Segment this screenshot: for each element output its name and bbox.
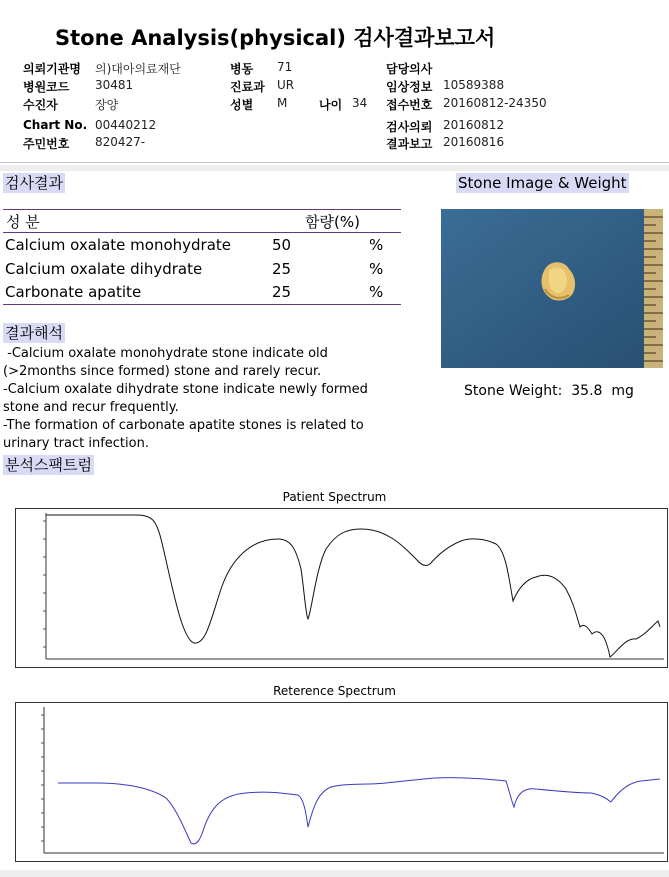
patient-name-label: 수진자 — [23, 98, 58, 112]
resident-no-value: 820427- — [95, 135, 146, 149]
result-name: Carbonate apatite — [5, 283, 142, 301]
patient-spectrum-title: Patient Spectrum — [282, 490, 387, 504]
request-date-label: 검사의뢰 — [386, 120, 433, 134]
interpretation-line: -Calcium oxalate monohydrate stone indicate old — [3, 346, 328, 361]
ward-value: 71 — [277, 60, 293, 74]
age-label: 나이 — [319, 98, 343, 112]
chart-no-row — [23, 118, 157, 132]
sex-row — [230, 96, 288, 113]
sex-value: M — [277, 96, 288, 110]
doctor-row — [386, 60, 432, 77]
chart-no-label: Chart No. — [23, 118, 88, 132]
interpretation-line: stone and recur frequently. — [3, 400, 179, 415]
interpretation-text — [3, 345, 393, 453]
receipt-no-value: 20160812-24350 — [443, 96, 547, 110]
header-band — [0, 165, 669, 171]
patient-name-value: 장양 — [95, 98, 119, 112]
clinical-info-value: 10589388 — [443, 78, 505, 92]
age-value: 34 — [352, 96, 368, 110]
department-value: UR — [277, 78, 295, 92]
reference-spectrum-graphic — [16, 703, 667, 861]
result-value: 50 — [272, 236, 292, 254]
clinical-info-label: 임상정보 — [386, 80, 433, 94]
results-heading: 검사결과 — [5, 174, 63, 192]
results-table-bottom-line — [3, 304, 401, 305]
header-divider — [0, 162, 669, 163]
ward-label: 병동 — [230, 62, 254, 76]
age-row — [319, 96, 368, 113]
patient-spectrum-graphic — [16, 509, 667, 667]
col-component-header: 성 분 — [6, 213, 40, 231]
stone-weight: Stone Weight: 35.8 mg — [464, 383, 634, 399]
result-unit: % — [369, 236, 384, 254]
interpretation-line: -Calcium oxalate dihydrate stone indicate newly formed — [3, 382, 368, 397]
interpretation-line: (>2months since formed) stone and rarely recur. — [3, 364, 322, 379]
result-name: Calcium oxalate dihydrate — [5, 260, 203, 278]
doctor-label: 담당의사 — [386, 62, 433, 76]
hospital-code-label: 병원코드 — [23, 80, 70, 94]
sex-label: 성별 — [230, 98, 254, 112]
image-heading: Stone Image & Weight — [458, 174, 627, 192]
patient-spectrum-plot — [15, 508, 668, 668]
ward-row — [230, 60, 293, 77]
report-title: Stone Analysis(physical) 검사결과보고서 — [55, 26, 496, 50]
report-date-label: 결과보고 — [386, 137, 433, 151]
interpretation-heading: 결과해석 — [5, 324, 63, 342]
receipt-no-label: 접수번호 — [386, 98, 433, 112]
reference-spectrum-plot — [15, 702, 668, 862]
result-unit: % — [369, 260, 384, 278]
result-name: Calcium oxalate monohydrate — [5, 236, 232, 254]
hospital-name-row — [23, 60, 181, 77]
stone-photo-graphic — [441, 209, 663, 368]
col-content-header: 함량(%) — [305, 213, 360, 231]
results-table-top-line — [3, 209, 401, 210]
resident-no-row — [23, 135, 146, 152]
resident-no-label: 주민번호 — [23, 137, 70, 151]
clinical-info-row — [386, 78, 505, 95]
receipt-no-row — [386, 96, 547, 113]
result-value: 25 — [272, 260, 292, 278]
hospital-code-row — [23, 78, 134, 95]
interpretation-line: -The formation of carbonate apatite stones is related to — [3, 418, 364, 433]
hospital-name-label: 의뢰기관명 — [23, 62, 81, 76]
report-date-value: 20160816 — [443, 135, 505, 149]
reference-spectrum-title: Reterence Spectrum — [273, 684, 396, 698]
hospital-name-value: 의)대아의료재단 — [95, 62, 181, 76]
stone-photo — [441, 209, 663, 368]
hospital-code-value: 30481 — [95, 78, 134, 92]
spectrum-heading: 분석스팩트럼 — [5, 456, 92, 474]
request-date-row — [386, 118, 505, 135]
request-date-value: 20160812 — [443, 118, 505, 132]
results-table-header-line — [3, 232, 401, 233]
chart-no-value: 00440212 — [95, 118, 157, 132]
department-row — [230, 78, 295, 95]
footer-band — [0, 870, 669, 877]
department-label: 진료과 — [230, 80, 265, 94]
report-date-row — [386, 135, 505, 152]
interpretation-line: urinary tract infection. — [3, 436, 149, 451]
patient-name-row — [23, 96, 119, 113]
result-value: 25 — [272, 283, 292, 301]
result-unit: % — [369, 283, 384, 301]
